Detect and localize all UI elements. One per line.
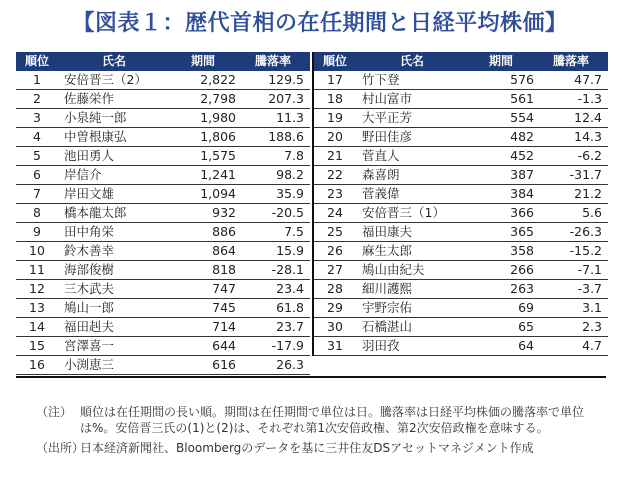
table-header <box>314 52 608 71</box>
table-row <box>16 204 310 223</box>
notes-block <box>36 404 616 456</box>
cell-days: 1,806 <box>200 129 236 144</box>
cell-days: 266 <box>510 262 534 277</box>
cell-days: 366 <box>510 205 534 220</box>
cell-days: 1,980 <box>200 110 236 125</box>
cell-name: 細川護熙 <box>362 281 413 296</box>
cell-days: 263 <box>510 281 534 296</box>
header-name: 氏名 <box>101 54 126 68</box>
table-body <box>16 71 310 375</box>
cell-rate: 7.5 <box>284 224 304 239</box>
cell-days: 747 <box>212 281 236 296</box>
cell-name: 宮澤喜一 <box>64 338 115 353</box>
cell-days: 1,094 <box>200 186 236 201</box>
cell-rate: -15.2 <box>569 243 602 258</box>
cell-rate: 98.2 <box>276 167 304 182</box>
cell-rate: 7.8 <box>284 148 304 163</box>
cell-name: 鳩山由紀夫 <box>362 262 425 277</box>
cell-rate: -31.7 <box>569 167 602 182</box>
cell-name: 福田康夫 <box>362 224 413 239</box>
cell-rank: 18 <box>327 91 343 106</box>
cell-name: 野田佳彦 <box>362 129 413 144</box>
cell-rank: 16 <box>29 357 45 372</box>
cell-name: 佐藤栄作 <box>64 91 115 106</box>
source-text: 日本経済新聞社、Bloombergのデータを基に三井住友DSアセットマネジメント作成 <box>80 441 534 455</box>
cell-rank: 27 <box>327 262 343 277</box>
table-row <box>16 356 310 375</box>
cell-rate: -3.7 <box>577 281 602 296</box>
cell-rate: 129.5 <box>268 72 304 87</box>
cell-rate: 11.3 <box>276 110 304 125</box>
cell-days: 745 <box>212 300 236 315</box>
table-row <box>16 90 310 109</box>
cell-name: 羽田孜 <box>362 338 400 353</box>
cell-name: 麻生太郎 <box>362 243 413 258</box>
cell-rank: 28 <box>327 281 343 296</box>
cell-rate: -26.3 <box>569 224 602 239</box>
cell-rate: 188.6 <box>268 129 304 144</box>
cell-rank: 3 <box>33 110 41 125</box>
cell-rate: 35.9 <box>276 186 304 201</box>
cell-rate: 26.3 <box>276 357 304 372</box>
cell-days: 554 <box>510 110 534 125</box>
cell-days: 387 <box>510 167 534 182</box>
table-row <box>16 185 310 204</box>
cell-rate: -20.5 <box>271 205 304 220</box>
table-bottom-rule <box>16 376 606 378</box>
cell-name: 海部俊樹 <box>64 262 115 277</box>
table-row <box>314 128 608 147</box>
cell-rate: -28.1 <box>271 262 304 277</box>
table-row <box>16 337 310 356</box>
cell-rank: 14 <box>29 319 45 334</box>
cell-name: 小渕恵三 <box>64 357 115 372</box>
note-text: 順位は在任期間の長い順。期間は在任期間で単位は日。騰落率は日経平均株価の騰落率で単位は%。安倍晋三氏の(1)と(2)は、それぞれ第1次安倍政権、第2次安倍政権を意味する。 <box>80 405 585 435</box>
cell-days: 69 <box>518 300 534 315</box>
cell-name: 橋本龍太郎 <box>64 205 127 220</box>
cell-name: 菅直人 <box>362 148 400 163</box>
cell-name: 岸田文雄 <box>64 186 115 201</box>
header-rate: 騰落率 <box>552 54 589 68</box>
cell-days: 452 <box>510 148 534 163</box>
cell-rate: -1.3 <box>577 91 602 106</box>
table-row <box>16 147 310 166</box>
cell-name: 鈴木善幸 <box>64 243 115 258</box>
cell-name: 福田赳夫 <box>64 319 115 334</box>
pm-table-left <box>16 52 310 375</box>
note-label: （注） <box>36 405 73 419</box>
cell-days: 64 <box>518 338 534 353</box>
cell-rate: 207.3 <box>268 91 304 106</box>
cell-rate: 14.3 <box>574 129 602 144</box>
table-row <box>314 147 608 166</box>
cell-rank: 15 <box>29 338 45 353</box>
cell-days: 714 <box>212 319 236 334</box>
table-row <box>314 337 608 356</box>
cell-rank: 30 <box>327 319 343 334</box>
table-row <box>314 223 608 242</box>
cell-rank: 12 <box>29 281 45 296</box>
cell-rank: 7 <box>33 186 41 201</box>
cell-rate: 23.4 <box>276 281 304 296</box>
cell-rank: 24 <box>327 205 343 220</box>
cell-rank: 11 <box>29 262 45 277</box>
header-name: 氏名 <box>399 54 424 68</box>
cell-days: 482 <box>510 129 534 144</box>
cell-days: 384 <box>510 186 534 201</box>
page-title: 【図表１：歴代首相の在任期間と日経平均株価】 <box>72 11 568 36</box>
table-row <box>16 318 310 337</box>
cell-rate: 2.3 <box>582 319 602 334</box>
source-line <box>36 440 616 456</box>
table-row <box>16 128 310 147</box>
header-days: 期間 <box>190 54 215 68</box>
table-row <box>314 109 608 128</box>
cell-days: 2,798 <box>200 91 236 106</box>
note-line <box>36 404 616 436</box>
cell-rank: 25 <box>327 224 343 239</box>
cell-rank: 22 <box>327 167 343 182</box>
table-row <box>314 318 608 337</box>
cell-rank: 21 <box>327 148 343 163</box>
cell-rate: -17.9 <box>271 338 304 353</box>
cell-name: 小泉純一郎 <box>64 110 127 125</box>
source-label: （出所） <box>36 441 85 455</box>
cell-rate: 23.7 <box>276 319 304 334</box>
cell-days: 65 <box>518 319 534 334</box>
header-rank: 順位 <box>24 54 49 68</box>
cell-name: 鳩山一郎 <box>64 300 115 315</box>
cell-days: 818 <box>212 262 236 277</box>
header-rank: 順位 <box>322 54 347 68</box>
cell-rate: -6.2 <box>577 148 602 163</box>
table-body <box>314 71 608 356</box>
header-rate: 騰落率 <box>254 54 291 68</box>
cell-rank: 10 <box>29 243 45 258</box>
table-row <box>16 280 310 299</box>
cell-rank: 9 <box>33 224 41 239</box>
table-row <box>314 185 608 204</box>
cell-rate: -7.1 <box>577 262 602 277</box>
cell-name: 田中角栄 <box>64 224 115 239</box>
cell-name: 大平正芳 <box>362 110 413 125</box>
table-row <box>16 261 310 280</box>
table-row <box>314 90 608 109</box>
table-row <box>314 71 608 90</box>
table-row <box>314 261 608 280</box>
cell-name: 三木武夫 <box>64 281 115 296</box>
cell-days: 2,822 <box>200 72 236 87</box>
cell-rank: 17 <box>327 72 343 87</box>
header-days: 期間 <box>488 54 513 68</box>
cell-name: 池田勇人 <box>64 148 115 163</box>
cell-name: 森喜朗 <box>362 167 400 182</box>
cell-rank: 8 <box>33 205 41 220</box>
cell-rank: 29 <box>327 300 343 315</box>
cell-rank: 4 <box>33 129 41 144</box>
cell-rank: 26 <box>327 243 343 258</box>
cell-days: 864 <box>212 243 236 258</box>
pm-table-right <box>312 52 608 356</box>
cell-rank: 6 <box>33 167 41 182</box>
table-row <box>314 204 608 223</box>
cell-name: 菅義偉 <box>362 186 400 201</box>
cell-rank: 1 <box>33 72 41 87</box>
cell-name: 石橋湛山 <box>362 319 413 334</box>
cell-name: 安倍晋三（2） <box>64 72 147 87</box>
cell-rank: 19 <box>327 110 343 125</box>
cell-name: 安倍晋三（1） <box>362 205 445 220</box>
cell-rank: 31 <box>327 338 343 353</box>
table-row <box>16 223 310 242</box>
cell-name: 岸信介 <box>64 167 102 182</box>
cell-rate: 12.4 <box>574 110 602 125</box>
table-row <box>314 280 608 299</box>
cell-days: 886 <box>212 224 236 239</box>
cell-days: 561 <box>510 91 534 106</box>
cell-days: 1,575 <box>200 148 236 163</box>
cell-days: 1,241 <box>200 167 236 182</box>
cell-days: 576 <box>510 72 534 87</box>
cell-name: 村山富市 <box>362 91 413 106</box>
table-header <box>16 52 310 71</box>
cell-rank: 5 <box>33 148 41 163</box>
cell-name: 中曽根康弘 <box>64 129 127 144</box>
table-row <box>16 71 310 90</box>
cell-days: 358 <box>510 243 534 258</box>
cell-rank: 2 <box>33 91 41 106</box>
cell-days: 932 <box>212 205 236 220</box>
cell-rate: 15.9 <box>276 243 304 258</box>
table-row <box>16 299 310 318</box>
cell-name: 宇野宗佑 <box>362 300 413 315</box>
table-row <box>16 242 310 261</box>
cell-days: 616 <box>212 357 236 372</box>
cell-rank: 23 <box>327 186 343 201</box>
table-row <box>314 166 608 185</box>
cell-rate: 47.7 <box>574 72 602 87</box>
table-row <box>16 109 310 128</box>
cell-rate: 5.6 <box>582 205 602 220</box>
cell-rate: 3.1 <box>582 300 602 315</box>
cell-days: 644 <box>212 338 236 353</box>
cell-rank: 20 <box>327 129 343 144</box>
table-row <box>314 242 608 261</box>
cell-rate: 61.8 <box>276 300 304 315</box>
cell-rank: 13 <box>29 300 45 315</box>
cell-name: 竹下登 <box>362 72 400 87</box>
cell-rate: 4.7 <box>582 338 602 353</box>
cell-rate: 21.2 <box>574 186 602 201</box>
table-row <box>314 299 608 318</box>
cell-days: 365 <box>510 224 534 239</box>
table-row <box>16 166 310 185</box>
